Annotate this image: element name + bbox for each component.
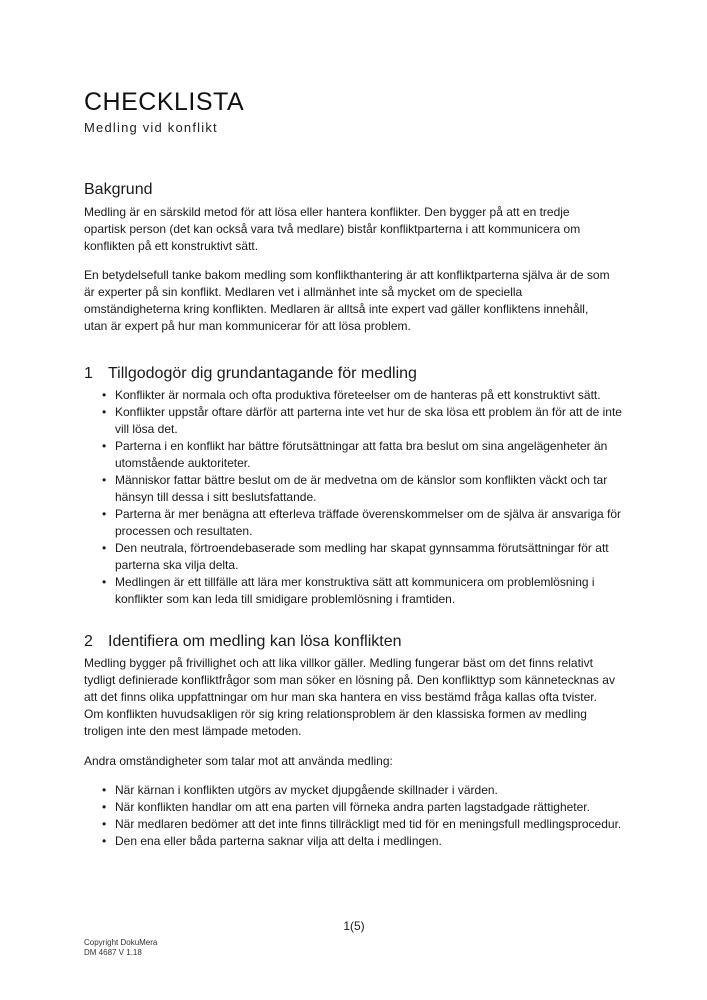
- list-item: [84, 782, 624, 799]
- bullet-icon: •: [102, 575, 107, 589]
- section-1-title: Tillgodogör dig grundantagande för medling: [108, 365, 417, 382]
- section-2-title: Identifiera om medling kan lösa konflikten: [108, 633, 402, 650]
- bullet-icon: •: [102, 405, 107, 419]
- bullet-icon: •: [102, 507, 107, 521]
- list-item: [84, 833, 624, 850]
- list-item-text: När konflikten handlar om att ena parten vill förneka andra parten lagstadgade rättigheter.: [115, 800, 590, 814]
- document-id: DM 4687 V 1.18: [84, 948, 142, 957]
- list-item-text: Konflikter är normala och ofta produktiva företeelser om de hanteras på ett konstruktivt sätt.: [115, 388, 601, 402]
- background-heading: Bakgrund: [84, 181, 153, 198]
- document-subtitle: Medling vid konflikt: [84, 120, 218, 135]
- bullet-icon: •: [102, 817, 107, 831]
- list-item: [84, 404, 624, 438]
- section-1-bullet-list: [84, 387, 624, 608]
- list-item-text: Människor fattar bättre beslut om de är medvetna om de känslor som konflikten väckt och tar hänsyn till dessa i sitt beslutsfattande.: [115, 473, 608, 504]
- list-item: [84, 506, 624, 540]
- bullet-icon: •: [102, 388, 107, 402]
- bullet-icon: •: [102, 783, 107, 797]
- bullet-icon: •: [102, 541, 107, 555]
- list-item: [84, 387, 624, 404]
- section-2-number: 2: [84, 633, 93, 650]
- list-item-text: Den neutrala, förtroendebaserade som medling har skapat gynnsamma förutsättningar för att parterna ska vilja delta.: [115, 541, 609, 572]
- bullet-icon: •: [102, 834, 107, 848]
- bullet-icon: •: [102, 473, 107, 487]
- list-item: [84, 438, 624, 472]
- list-item: [84, 799, 624, 816]
- list-item-text: Konflikter uppstår oftare därför att parterna inte vet hur de ska lösa ett problem än för att de inte vill lösa det.: [115, 405, 622, 436]
- section-1-heading: [84, 364, 417, 384]
- list-item-text: Parterna är mer benägna att efterleva träffade överenskommelser om de själva är ansvariga för processen och resultaten.: [115, 507, 622, 538]
- list-item-text: Den ena eller båda parterna saknar vilja att delta i medlingen.: [115, 834, 442, 848]
- list-item-text: Medlingen är ett tillfälle att lära mer konstruktiva sätt att kommunicera om problemlösning i konflikter som kan leda till smidigare problemlösning i framtiden.: [115, 575, 595, 606]
- bullet-icon: •: [102, 439, 107, 453]
- background-paragraph-1: Medling är en särskild metod för att lösa eller hantera konflikter. Den bygger på att en tredje opartisk person (det kan också vara två medlare) bistår konfliktparterna i att kommunicera om konflikten på ett konstruktivt sätt.: [84, 205, 581, 253]
- copyright-text: Copyright DokuMera: [84, 938, 158, 947]
- section-2-paragraph-2: Andra omständigheter som talar mot att använda medling:: [84, 754, 393, 768]
- section-2-bullet-list: [84, 782, 624, 850]
- list-item: [84, 472, 624, 506]
- section-2-paragraph-1: Medling bygger på frivillighet och att lika villkor gäller. Medling fungerar bäst om det finns relativt tydligt definierade konfliktfrågor som man söker en lösning på. Den konflikttyp som kännetecknas av att det finns olika uppfattningar om hur man ska hantera en viss bestämd fråga kallas ofta tvister. Om konflikten huvudsakligen rör sig kring relationsproblem är den klassiska formen av medling troligen inte den mest lämpade metoden.: [84, 656, 615, 738]
- footer: [84, 938, 157, 958]
- bullet-icon: •: [102, 800, 107, 814]
- list-item: [84, 816, 624, 833]
- page-number: 1(5): [343, 919, 365, 933]
- section-2-heading: [84, 632, 402, 652]
- list-item: [84, 540, 624, 574]
- document-title: CHECKLISTA: [84, 88, 245, 116]
- list-item-text: När kärnan i konflikten utgörs av mycket djupgående skillnader i värden.: [115, 783, 498, 797]
- list-item-text: När medlaren bedömer att det inte finns tillräckligt med tid för en meningsfull medlingsprocedur.: [115, 817, 622, 831]
- background-paragraph-2: En betydelsefull tanke bakom medling som konflikthantering är att konfliktparterna själva är de som är experter på sin konflikt. Medlaren vet i allmänhet inte så mycket om de speciella omständigheterna kring konflikten. Medlaren är alltså inte expert vad gäller konfliktens innehåll, utan är expert på hur man kommunicerar för att lösa problem.: [84, 268, 610, 333]
- list-item: [84, 574, 624, 608]
- list-item-text: Parterna i en konflikt har bättre förutsättningar att fatta bra beslut om sina angelägenheter än utomstående auktoriteter.: [115, 439, 608, 470]
- section-1-number: 1: [84, 365, 93, 382]
